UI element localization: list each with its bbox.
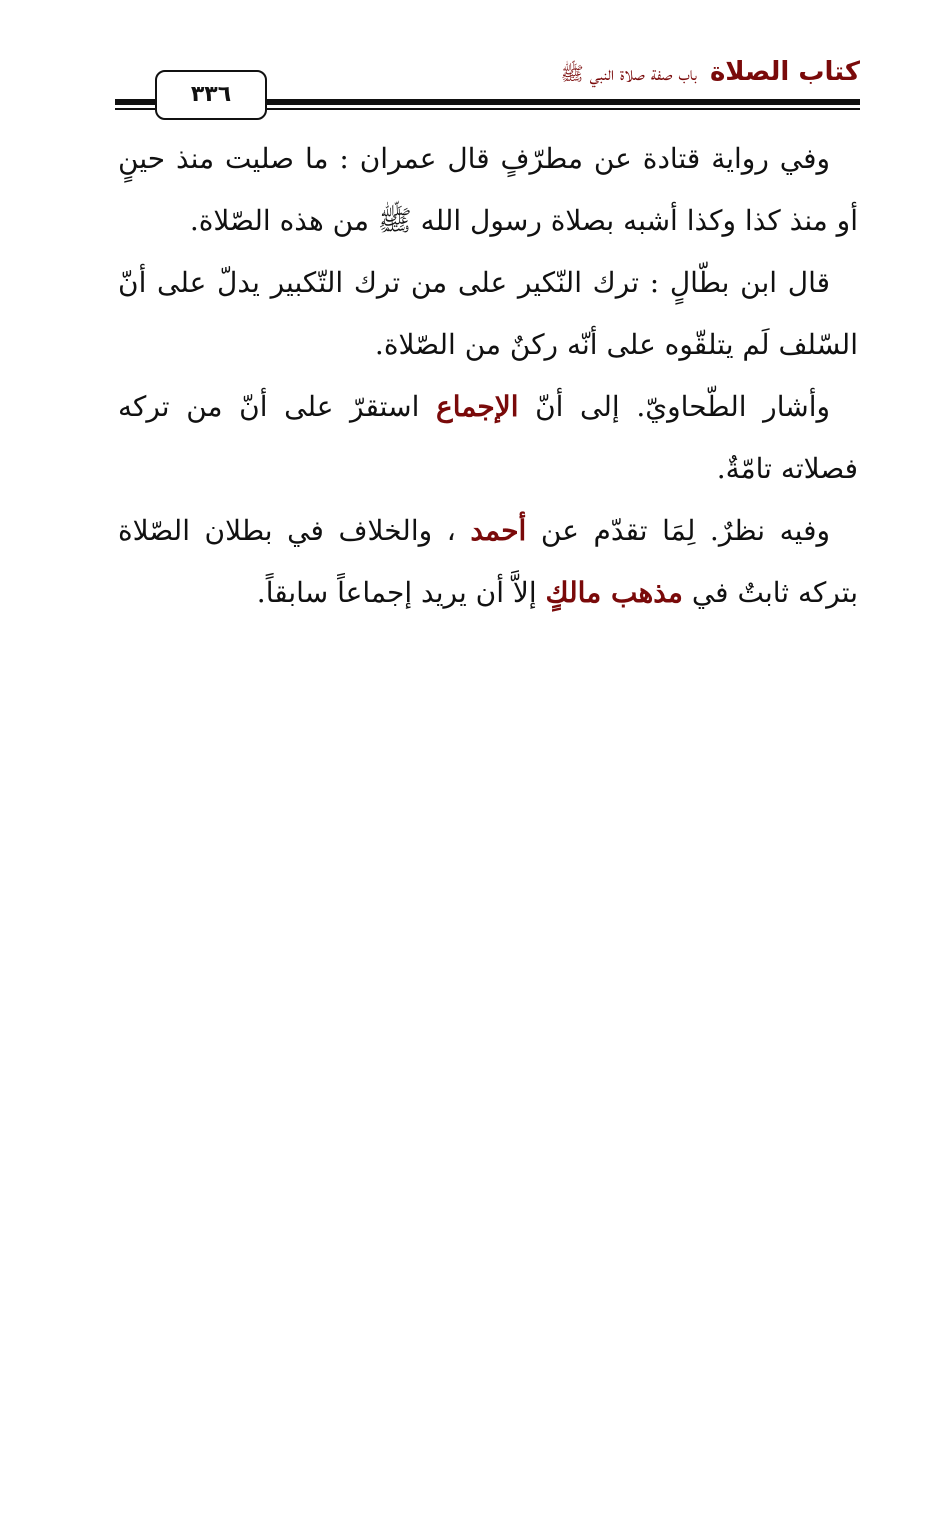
highlighted-term: مذهب مالكٍ — [545, 576, 683, 609]
paragraph-text: وأشار الطّحاويّ. إلى أنّ — [518, 390, 830, 423]
chapter-title: باب صفة صلاة النبي ﷺ — [560, 63, 697, 85]
highlighted-term: الإجماع — [435, 390, 519, 423]
page-number: ٣٣٦ — [155, 70, 267, 120]
paragraph — [118, 500, 858, 624]
paragraph — [118, 252, 858, 376]
paragraph — [118, 376, 858, 500]
highlighted-name: أحمد — [470, 514, 527, 547]
paragraph-text: وفي رواية قتادة عن مطرّفٍ قال عمران : ما صليت منذ حينٍ أو منذ كذا وكذا أشبه بصلاة رسول الله ﷺ من هذه الصّلاة. — [118, 142, 858, 237]
page-content — [118, 128, 858, 624]
paragraph-text: وفيه نظرٌ. لِمَا تقدّم عن — [526, 514, 830, 547]
paragraph-text: إلاَّ أن يريد إجماعاً سابقاً. — [256, 576, 546, 609]
running-title — [561, 55, 860, 92]
book-title: كتاب الصلاة — [709, 57, 860, 87]
paragraph-text: ، والخلاف في بطلان الصّلاة بتركه ثابتٌ في — [118, 514, 858, 609]
paragraph-text: استقرّ على أنّ من تركه فصلاته تامّةٌ. — [118, 390, 858, 485]
paragraph-text: قال ابن بطّالٍ : ترك النّكير على من ترك التّكبير يدلّ على أنّ السّلف لَم يتلقّوه على أنّه ركنٌ من الصّلاة. — [118, 266, 858, 361]
page-header — [115, 55, 860, 125]
paragraph — [118, 128, 858, 252]
